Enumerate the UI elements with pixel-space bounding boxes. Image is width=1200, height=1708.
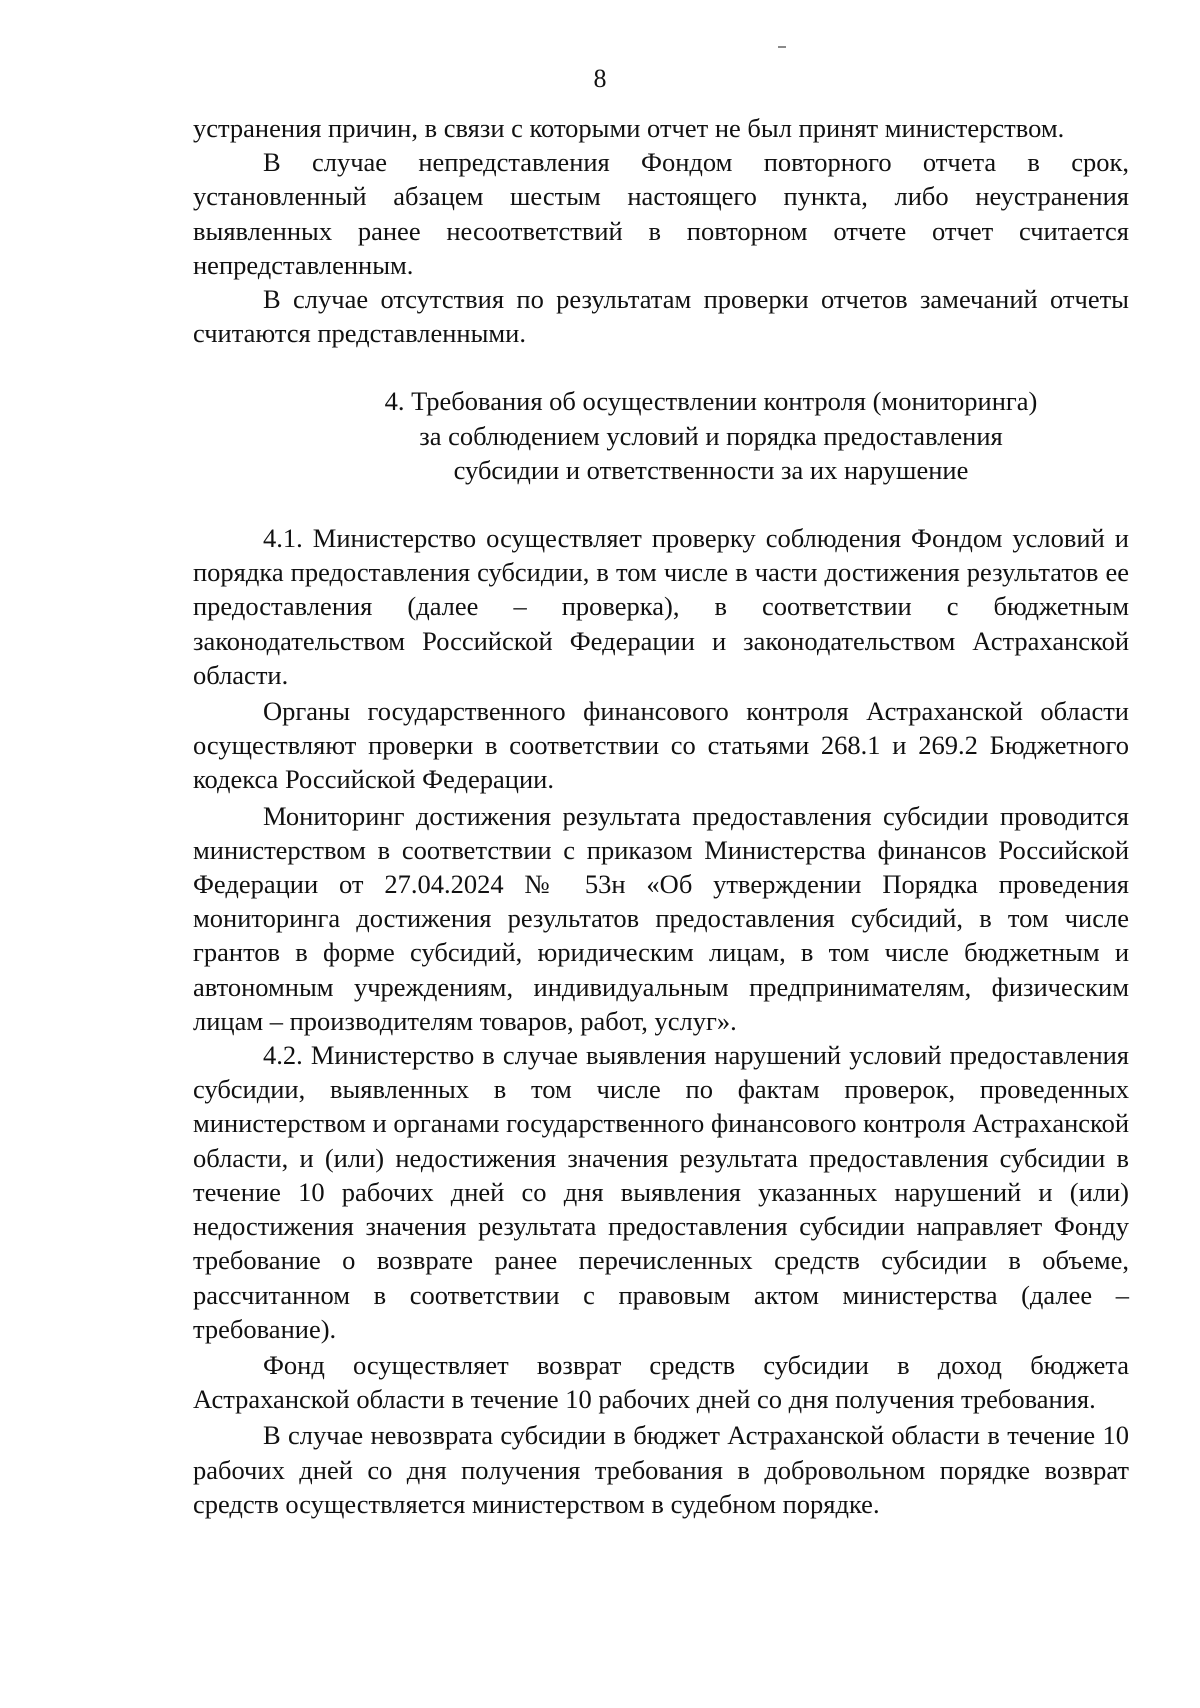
section-heading bbox=[193, 384, 1129, 487]
paragraph-repeat-report: В случае непредставления Фондом повторного отчета в срок, установленный абзацем шестым настоящего пункта, либо неустранения выявленных ранее несоответствий в повторном отчете отчет считается непредставленным. bbox=[193, 147, 1129, 280]
paragraph-financial-control: Органы государственного финансового контроля Астраханской области осуществляют проверки в соответствии со статьями 268.1 и 269.2 Бюджетного кодекса Российской Федерации. bbox=[193, 696, 1129, 795]
paragraph-4-1: 4.1. Министерство осуществляет проверку соблюдения Фондом условий и порядка предоставления субсидии, в том числе в части достижения результатов ее предоставления (далее – проверка), в соответствии с бюджетным законодательством Российской Федерации и законодательством Астраханской области. bbox=[193, 523, 1129, 690]
document-body bbox=[193, 111, 1129, 1521]
paragraph-monitoring: Мониторинг достижения результата предоставления субсидии проводится министерством в соответствии с приказом Министерства финансов Российской Федерации от 27.04.2024 № 53н «Об утверждении Порядка проведения мониторинга достижения результатов предоставления субсидий, в том числе грантов в форме субсидий, юридическим лицам, в том числе бюджетным и автономным учреждениям, индивидуальным предпринимателям, физическим лицам – производителям товаров, работ, услуг». bbox=[193, 800, 1129, 1036]
scan-speck bbox=[778, 46, 786, 48]
paragraph-refund: Фонд осуществляет возврат средств субсидии в доход бюджета Астраханской области в течение 10 рабочих дней со дня получения требования. bbox=[193, 1349, 1129, 1415]
section-heading-line-3: субсидии и ответственности за их нарушение bbox=[453, 454, 969, 485]
section-heading-line-2: за соблюдением условий и порядка предоставления bbox=[419, 420, 1003, 451]
paragraph-no-remarks: В случае отсутствия по результатам проверки отчетов замечаний отчеты считаются представленными. bbox=[193, 284, 1129, 349]
paragraph-non-refund: В случае невозврата субсидии в бюджет Астраханской области в течение 10 рабочих дней со дня получения требования в добровольном порядке возврат средств осуществляется министерством в судебном порядке. bbox=[193, 1420, 1129, 1519]
section-heading-line-1: 4. Требования об осуществлении контроля (мониторинга) bbox=[384, 386, 1038, 417]
page-number: 8 bbox=[593, 64, 607, 93]
paragraph-continuation: устранения причин, в связи с которыми отчет не был принят министерством. bbox=[193, 113, 1065, 143]
paragraph-4-2: 4.2. Министерство в случае выявления нарушений условий предоставления субсидии, выявленных в том числе по фактам проверок, проведенных министерством и органами государственного финансового контроля Астраханской области, и (или) недостижения значения результата предоставления субсидии в течение 10 рабочих дней со дня выявления указанных нарушений и (или) недостижения значения результата предоставления субсидии направляет Фонду требование о возврате ранее перечисленных средств субсидии в объеме, рассчитанном в соответствии с правовым актом министерства (далее – требование). bbox=[193, 1040, 1129, 1344]
